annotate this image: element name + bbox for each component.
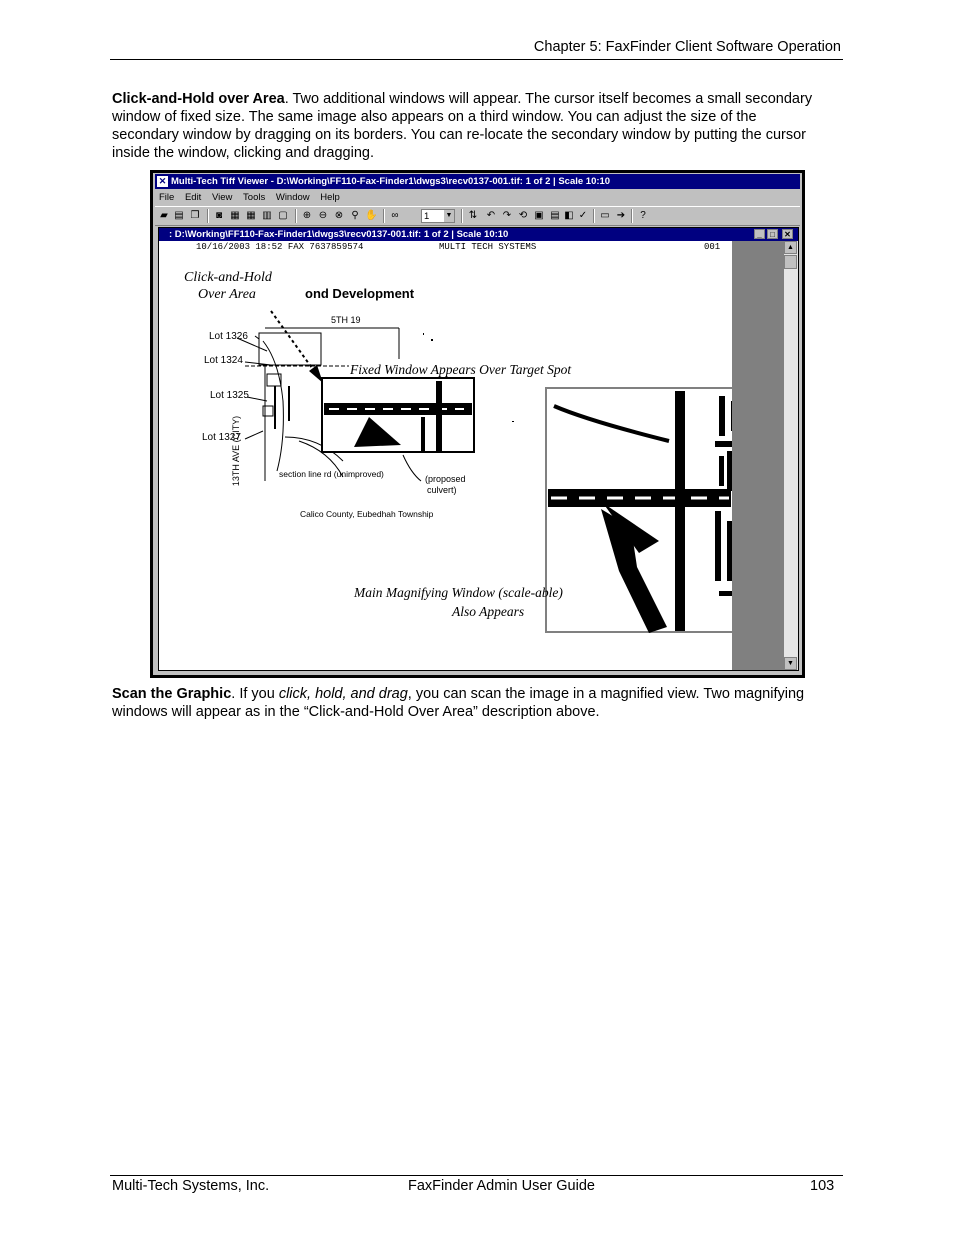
maximize-icon[interactable]: □ (767, 229, 778, 239)
tiff-viewer-screenshot (150, 170, 805, 678)
close-icon[interactable]: ✕ (782, 229, 793, 239)
toolbar-separator (295, 209, 297, 223)
rotate-180-icon[interactable]: ⟲ (518, 210, 528, 221)
magnify-icon[interactable]: ⚲ (351, 210, 359, 221)
lot-1324-label: Lot 1324 (204, 355, 243, 366)
lot-1325-label: Lot 1325 (210, 390, 249, 401)
app-window (153, 173, 802, 675)
rotate-left-icon[interactable]: ↶ (486, 210, 496, 221)
fax-header-mid: MULTI TECH SYSTEMS (439, 242, 537, 252)
app-title: Multi-Tech Tiff Viewer - D:\Working\FF110-Fax-Finder1\dwgs3\recv0137-001.tif: 1 of 2 | Scale 10:10 (171, 176, 611, 187)
proposed-label-line2: culvert) (427, 485, 457, 495)
callout-main-window-line2: Also Appears (452, 604, 525, 619)
zoom-select-value: 1 (424, 211, 430, 222)
toolbar-separator (383, 209, 385, 223)
toolbar (155, 206, 800, 226)
callout-click-hold-line1: Click-and-Hold (184, 270, 272, 285)
page-header (110, 38, 843, 60)
fit-page-icon[interactable]: ▢ (278, 210, 288, 221)
doc-heading: ond Development (305, 286, 415, 301)
exit-icon[interactable]: ➔ (616, 210, 626, 221)
toolbar-separator (461, 209, 463, 223)
term-click-and-hold: Click-and-Hold over Area (112, 91, 285, 107)
menu-window[interactable]: Window (275, 192, 310, 203)
term-scan-graphic: Scan the Graphic (112, 686, 232, 702)
menu-view[interactable]: View (211, 192, 233, 203)
page-footer (110, 1175, 843, 1200)
paragraph-click-and-hold (112, 90, 827, 162)
binoculars-icon[interactable]: ∞ (391, 210, 399, 221)
zoom-out-icon[interactable]: ⊖ (318, 210, 328, 221)
monitor-icon[interactable]: ▭ (600, 210, 610, 221)
menu-file[interactable]: File (159, 192, 175, 203)
invert-icon[interactable]: ▣ (534, 210, 544, 221)
menu-help[interactable]: Help (320, 192, 340, 203)
menu-tools[interactable]: Tools (243, 192, 266, 203)
paragraph-scan-graphic (112, 685, 827, 721)
fax-image-canvas[interactable] (159, 241, 732, 670)
lot-1326-label: Lot 1326 (209, 331, 248, 342)
document-window (158, 227, 799, 671)
callout-main-window-line1: Main Magnifying Window (scale-able) (354, 585, 563, 600)
menu-edit[interactable]: Edit (184, 192, 202, 203)
chapter-title: Chapter 5: FaxFinder Client Software Operation (533, 39, 841, 55)
footer-company: Multi-Tech Systems, Inc. (112, 1178, 270, 1194)
grid-view-icon[interactable]: ▦ (246, 210, 256, 221)
paragraph-scan-italic: click, hold, and drag (278, 686, 408, 702)
document-title-bar (159, 228, 798, 241)
document-title: : D:\Working\FF110-Fax-Finder1\dwgs3\recv0137-001.tif: 1 of 2 | Scale 10:10 (169, 229, 509, 240)
copy-icon[interactable]: ❐ (190, 210, 200, 221)
road-label: 5TH 19 (331, 315, 361, 325)
callout-click-hold-line2: Over Area (198, 287, 256, 302)
check-icon[interactable]: ✓ (578, 210, 588, 221)
scroll-down-icon[interactable]: ▼ (784, 657, 797, 670)
toolbar-separator (593, 209, 595, 223)
flip-icon[interactable]: ⇅ (468, 210, 478, 221)
fax-header-left: 10/16/2003 18:52 FAX 7637859574 (196, 242, 364, 252)
street-label: 13TH AVE (CITY) (231, 415, 242, 487)
proposed-label-line1: (proposed (425, 474, 466, 484)
open-icon[interactable]: ▰ (160, 210, 168, 221)
paragraph-scan-pre: . If you (231, 686, 279, 702)
fax-drawing (159, 241, 732, 670)
workspace-background (732, 241, 784, 670)
paragraph-click-and-hold-text: . Two additional windows will appear. The cursor itself becomes a small secondary window of fixed size. The same image also appears on a third window. You can adjust the size of the secondary window by dragging on its borders. You can re-locate the secondary window by putting the cursor inside the window, clicking and dragging. (112, 91, 813, 161)
section-line-label: section line rd (unimproved) (279, 469, 384, 479)
lot-1327-label: Lot 1327 (202, 432, 241, 443)
app-title-bar (155, 174, 800, 189)
scroll-up-icon[interactable]: ▲ (784, 241, 797, 254)
page-view-icon[interactable]: ▥ (262, 210, 272, 221)
app-icon: ✕ (158, 176, 167, 186)
footer-guide: FaxFinder Admin User Guide (408, 1178, 595, 1194)
minimize-icon[interactable]: _ (754, 229, 765, 239)
mark-icon[interactable]: ◧ (564, 210, 574, 221)
toolbar-separator (631, 209, 633, 223)
vertical-scrollbar[interactable] (784, 241, 798, 670)
normal-view-icon[interactable]: ◙ (215, 210, 223, 221)
menu-bar (155, 190, 800, 205)
scroll-thumb[interactable] (784, 255, 797, 269)
pan-hand-icon[interactable]: ✋ (365, 210, 378, 221)
print-icon[interactable]: ▤ (174, 210, 184, 221)
thumbnail-icon[interactable]: ▦ (230, 210, 240, 221)
callout-fixed-window: Fixed Window Appears Over Target Spot (350, 362, 572, 377)
callout-arrowhead (309, 365, 323, 383)
county-label: Calico County, Eubedhah Township (300, 509, 434, 519)
zoom-in-icon[interactable]: ⊕ (302, 210, 312, 221)
footer-page-number: 103 (810, 1178, 835, 1194)
paragraph-scan-post: , you can scan the image in a magnified view. Two magnifying windows will appear as in the “Click-and-Hold Over Area” description above. (112, 686, 805, 720)
chevron-down-icon[interactable]: ▼ (444, 210, 454, 222)
annotate-icon[interactable]: ▤ (550, 210, 560, 221)
rotate-right-icon[interactable]: ↷ (502, 210, 512, 221)
help-icon[interactable]: ? (640, 210, 646, 221)
zoom-select[interactable] (421, 209, 455, 223)
toolbar-separator (207, 209, 209, 223)
zoom-fit-icon[interactable]: ⊗ (334, 210, 344, 221)
fax-header-right: 001 (704, 242, 721, 252)
